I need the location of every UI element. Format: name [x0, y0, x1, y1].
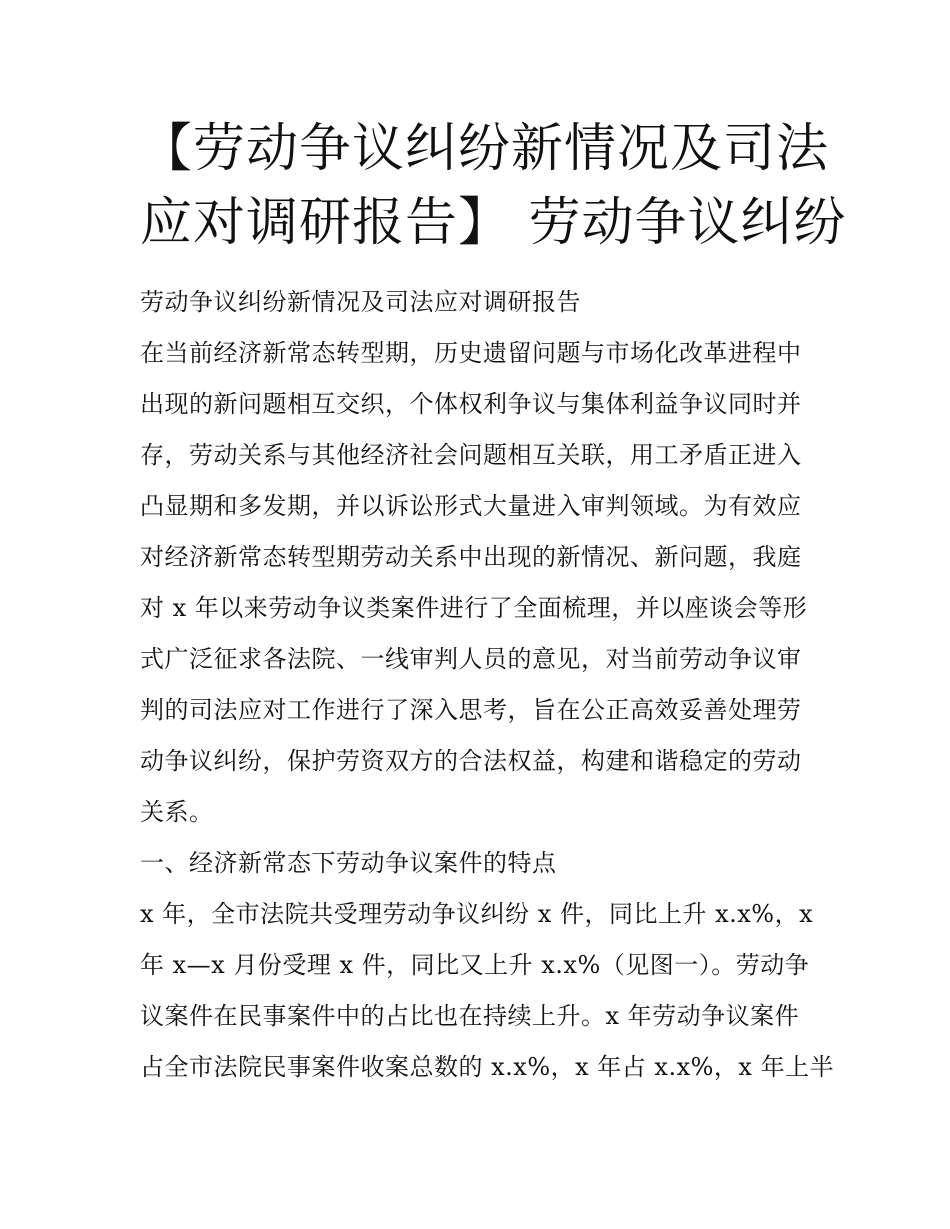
- paragraph-line: 对经济新常态转型期劳动关系中出现的新情况、新问题，我庭: [140, 543, 802, 571]
- paragraph-line: 动争议纠纷，保护劳资双方的合法权益，构建和谐稳定的劳动: [140, 747, 802, 775]
- paragraph-line: 年 x—x 月份受理 x 件，同比又上升 x.x%（见图一）。劳动争: [140, 951, 810, 979]
- paragraph-line: 出现的新问题相互交织，个体权利争议与集体利益争议同时并: [140, 390, 802, 418]
- paragraph-line: 判的司法应对工作进行了深入思考，旨在公正高效妥善处理劳: [140, 696, 802, 724]
- paragraph-line: 凸显期和多发期，并以诉讼形式大量进入审判领域。为有效应: [140, 492, 802, 520]
- paragraph-line: 议案件在民事案件中的占比也在持续上升。x 年劳动争议案件: [140, 1002, 800, 1030]
- paragraph-line: 关系。: [140, 798, 214, 826]
- paragraph-line: 对 x 年以来劳动争议类案件进行了全面梳理，并以座谈会等形: [140, 594, 808, 622]
- section-heading: 一、经济新常态下劳动争议案件的特点: [140, 849, 557, 877]
- title-line-1: 【劳动争议纠纷新情况及司法: [140, 119, 830, 179]
- title-line-2: 应对调研报告】 劳动争议纠纷: [140, 193, 847, 253]
- document-body: [140, 280, 835, 1096]
- document-title: [140, 112, 847, 260]
- report-subtitle: 劳动争议纠纷新情况及司法应对调研报告: [140, 288, 581, 316]
- paragraph-line: 占全市法院民事案件收案总数的 x.x%，x 年占 x.x%，x 年上半: [140, 1053, 835, 1081]
- paragraph-line: 在当前经济新常态转型期，历史遗留问题与市场化改革进程中: [140, 339, 802, 367]
- paragraph-line: 式广泛征求各法院、一线审判人员的意见，对当前劳动争议审: [140, 645, 802, 673]
- paragraph-line: 存，劳动关系与其他经济社会问题相互关联，用工矛盾正进入: [140, 441, 802, 469]
- paragraph-line: x 年，全市法院共受理劳动争议纠纷 x 件，同比上升 x.x%，x: [140, 900, 814, 928]
